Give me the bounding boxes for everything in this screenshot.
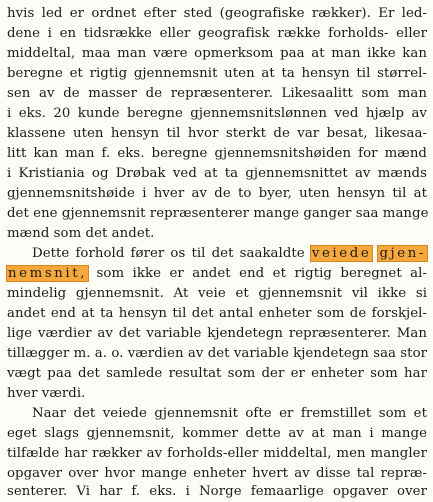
text-line: mindelig gjennemsnit. At veie et gjennemsnit vil ikke si — [7, 286, 427, 301]
text-line: Naar det veiede gjennemsnit ofte er fremstillet som et — [32, 406, 427, 421]
text-line: lige værdier av det variable kjendetegn repræsenterer. Man — [7, 326, 427, 341]
text-line: dene i en tidsrække eller geografisk række forholds- eller — [7, 26, 427, 41]
highlighted-term: nemsnit, — [8, 266, 88, 281]
text-line: i eks. 20 kunde beregne gjennemsnitslønnen ved hjælp av — [7, 106, 427, 121]
text-line — [7, 264, 427, 284]
text-line: beregne et rigtig gjennemsnit uten at ta hensyn til størrel- — [7, 66, 427, 81]
text-line: tilfælde har rækker av forholds-eller middeltal, men mangler — [7, 446, 427, 461]
text-line: hver værdi. — [7, 386, 86, 401]
text-line: gjennemsnitshøide i hver av de to byer, uten hensyn til at — [7, 186, 427, 201]
text-line: vægt paa det samlede resultat som der er enheter som har — [7, 366, 427, 381]
text-fragment: som ikke er andet end et rigtig beregnet al- — [88, 266, 427, 281]
text-line: i Kristiania og Drøbak ved at ta gjennemsnittet av mænds — [7, 166, 427, 181]
text-line: sen av de masser de repræsenterer. Likesaalitt som man — [7, 86, 427, 101]
text-line: andet end at ta hensyn til det antal enheter som de forskjel- — [7, 306, 427, 321]
text-line: opgaver over hvor mange enheter hvert av disse tal repræ- — [7, 466, 427, 481]
text-line: klassene uten hensyn til hvor sterkt de var besat, likesaa- — [7, 126, 427, 141]
text-line: det ene gjennemsnit repræsenterer mange ganger saa mange — [7, 206, 429, 221]
text-line: senterer. Vi har f. eks. i Norge femaarlige opgaver over — [7, 484, 427, 499]
text-line: mænd som det andet. — [7, 226, 155, 241]
text-line: litt kan man f. eks. beregne gjennemsnitshøiden for mænd — [7, 146, 427, 161]
text-line: hvis led er ordnet efter sted (geografiske rækker). Er led- — [7, 6, 427, 21]
highlighted-term: gjen- — [379, 246, 426, 261]
text-line: middeltal, maa man være opmerksom paa at man ikke kan — [7, 46, 427, 61]
highlighted-term: veiede — [311, 246, 372, 261]
text-line — [7, 244, 427, 264]
text-fragment: Dette forhold fører os til det saakaldte — [32, 246, 311, 261]
text-line: eget slags gjennemsnit, kommer dette av at man i mange — [7, 426, 427, 441]
text-line: tillægger m. a. o. værdien av det variable kjendetegn saa stor — [7, 346, 428, 361]
